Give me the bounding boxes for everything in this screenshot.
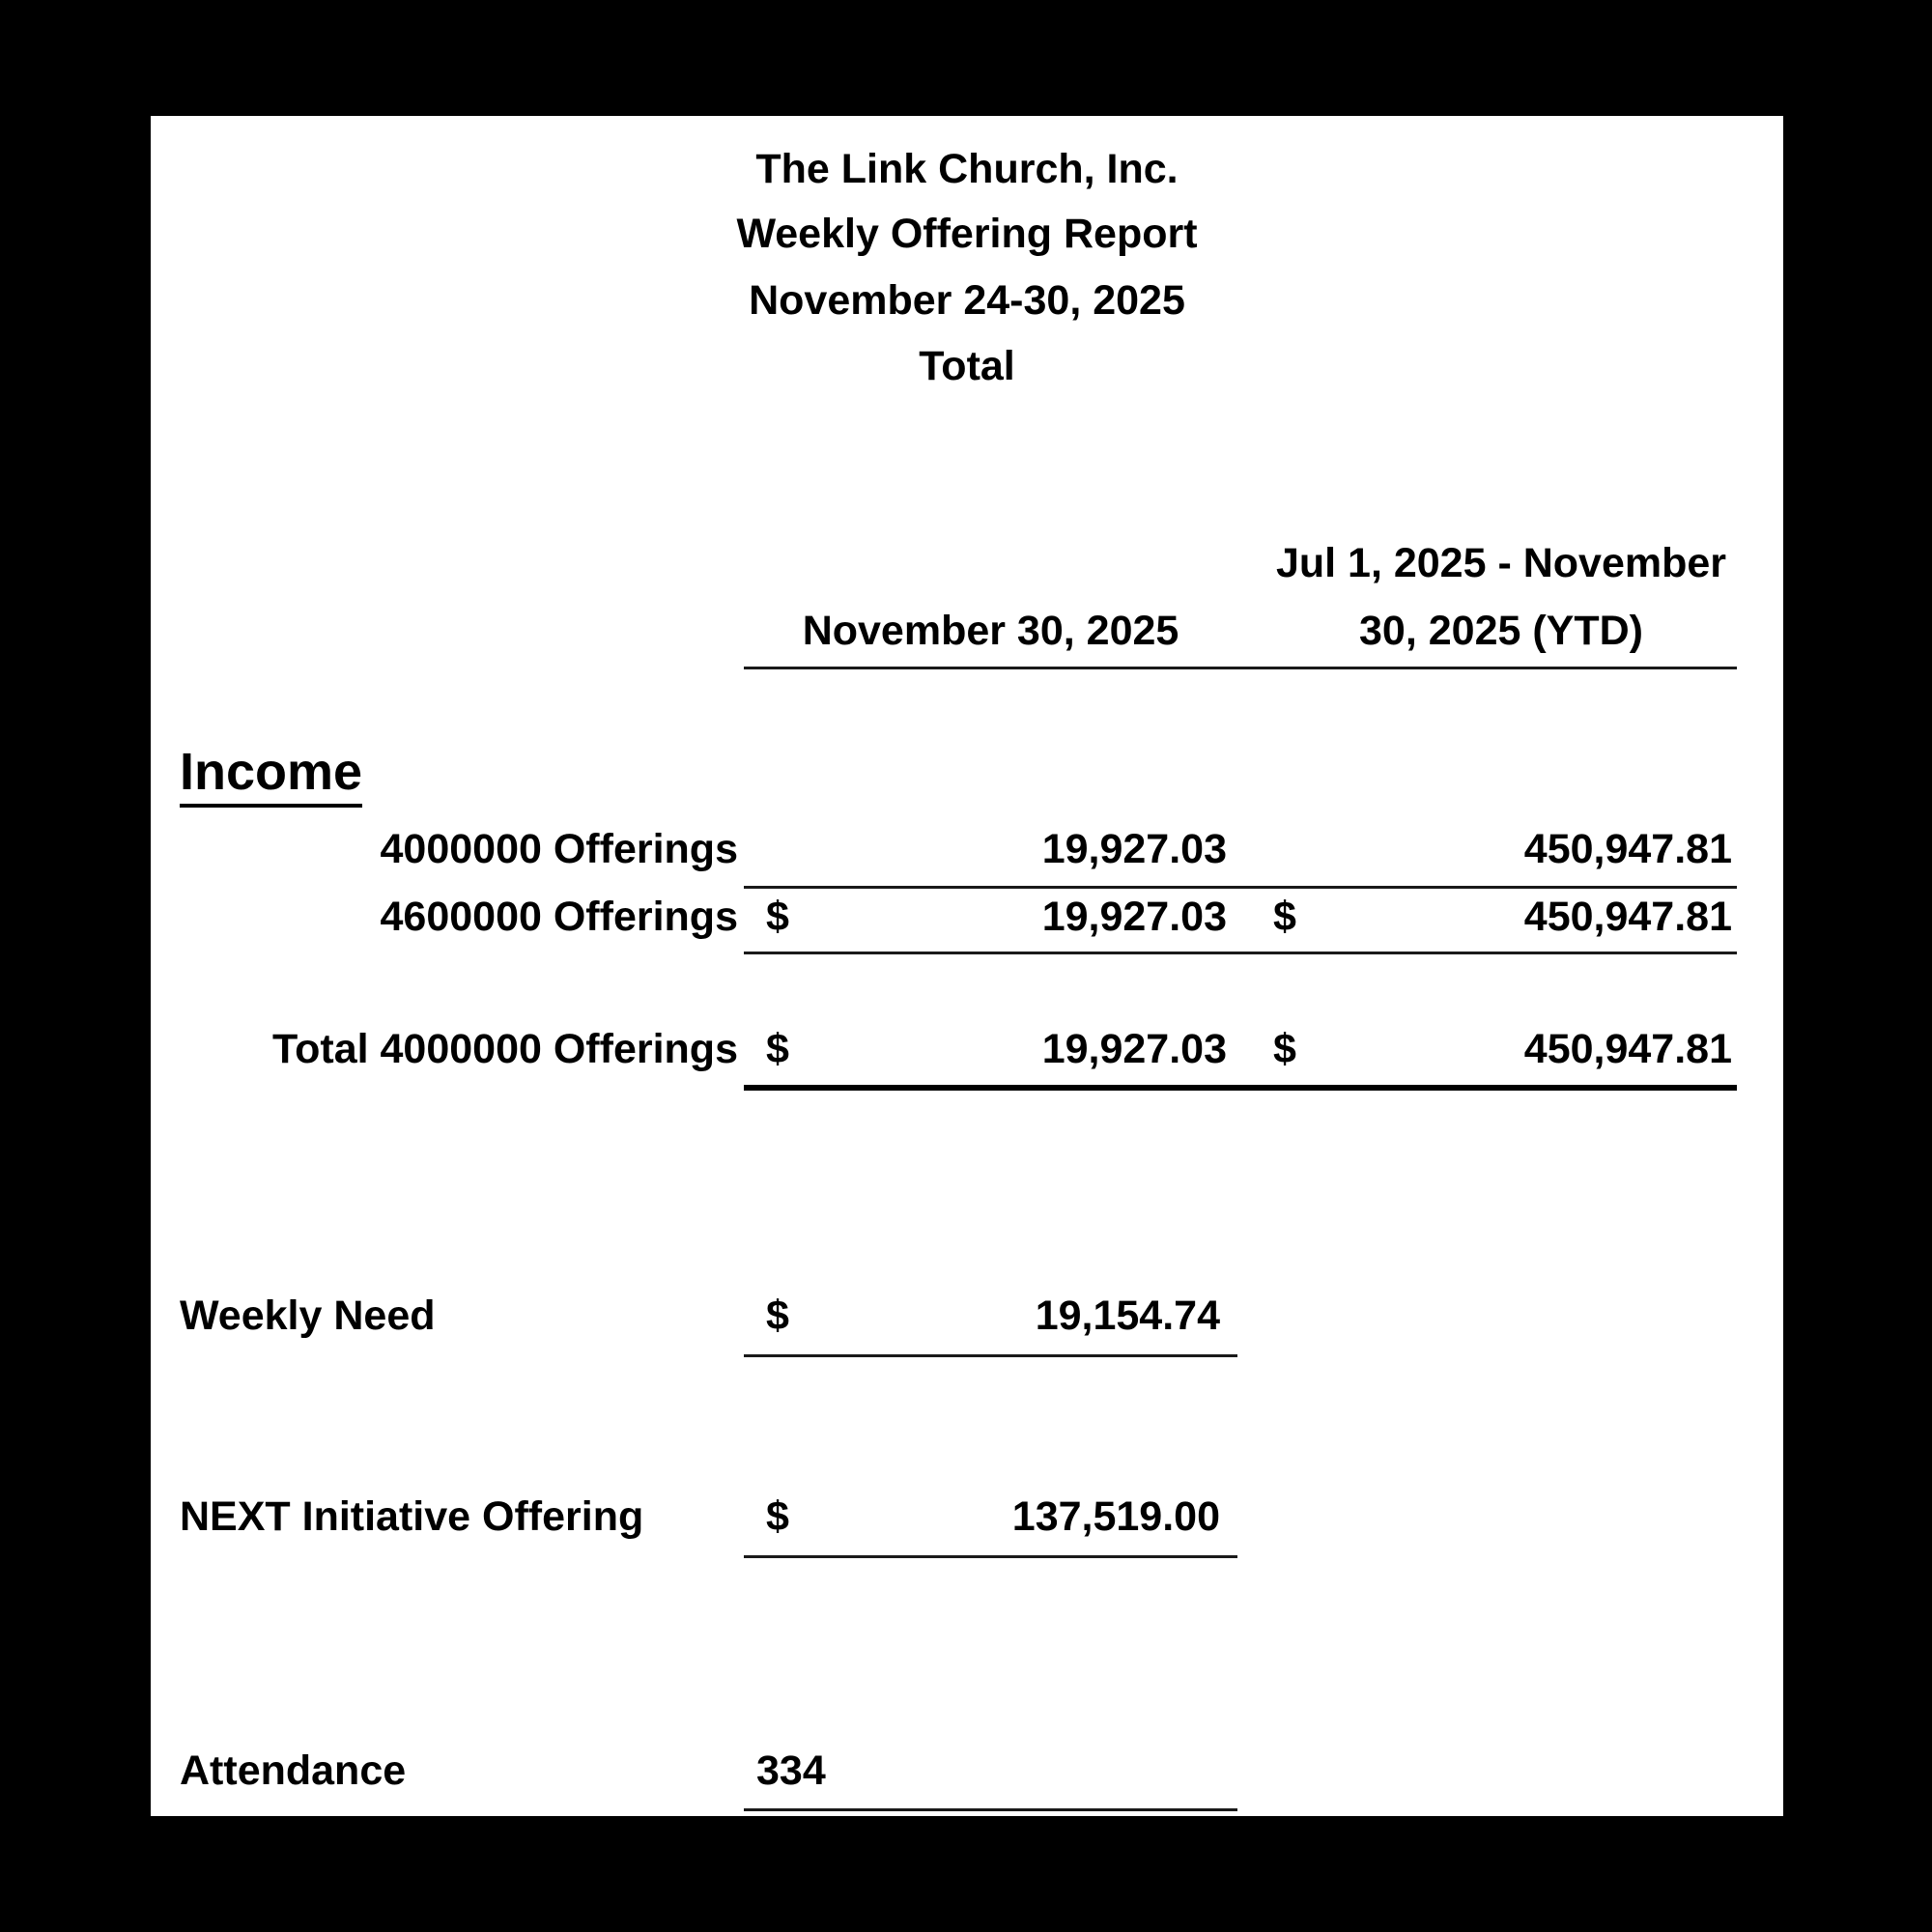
report-scope: Total [919, 343, 1015, 389]
ytd-amount: 450,947.81 [1523, 826, 1732, 872]
ytd-amount: 450,947.81 [1523, 1026, 1732, 1072]
income-section-heading: Income [180, 742, 362, 808]
week-amount: 19,927.03 [1041, 826, 1227, 872]
col-header-ytd-line1: Jul 1, 2025 - November [1275, 540, 1727, 586]
total-rule [744, 1085, 1737, 1091]
ytd-cell [1265, 1022, 1737, 1076]
row-divider [744, 952, 1737, 954]
weekly-need-rule [744, 1354, 1237, 1357]
week-amount: 19,927.03 [1041, 894, 1227, 940]
row-label: 4600000 Offerings [380, 894, 738, 940]
attendance-value: 334 [756, 1747, 826, 1794]
next-initiative-rule [744, 1555, 1237, 1558]
ytd-amount: 450,947.81 [1523, 894, 1732, 940]
currency-symbol: $ [766, 894, 789, 940]
header-rule [744, 667, 1737, 669]
total-label: Total 4000000 Offerings [272, 1026, 738, 1072]
currency-symbol: $ [1273, 1026, 1296, 1072]
weekly-need-cell [744, 1289, 1237, 1343]
report-title: Weekly Offering Report [736, 211, 1198, 257]
currency-symbol: $ [766, 1493, 789, 1540]
weekly-need-amount: 19,154.74 [1035, 1293, 1220, 1339]
currency-symbol: $ [766, 1293, 789, 1339]
row-divider [744, 886, 1737, 889]
week-cell [744, 890, 1237, 944]
col-header-week: November 30, 2025 [802, 608, 1179, 654]
currency-symbol: $ [766, 1026, 789, 1072]
weekly-need-label: Weekly Need [180, 1293, 436, 1339]
row-label: 4000000 Offerings [380, 826, 738, 872]
col-header-ytd-line2: 30, 2025 (YTD) [1359, 608, 1643, 654]
currency-symbol: $ [1273, 894, 1296, 940]
attendance-rule [744, 1808, 1237, 1811]
report-date-range: November 24-30, 2025 [749, 277, 1185, 324]
week-amount: 19,927.03 [1041, 1026, 1227, 1072]
ytd-cell [1265, 890, 1737, 944]
attendance-label: Attendance [180, 1747, 407, 1794]
next-initiative-amount: 137,519.00 [1011, 1493, 1220, 1540]
next-initiative-label: NEXT Initiative Offering [180, 1493, 644, 1540]
week-cell [744, 1022, 1237, 1076]
report-org-name: The Link Church, Inc. [755, 146, 1179, 192]
report-page [151, 116, 1783, 1816]
next-initiative-cell [744, 1490, 1237, 1544]
